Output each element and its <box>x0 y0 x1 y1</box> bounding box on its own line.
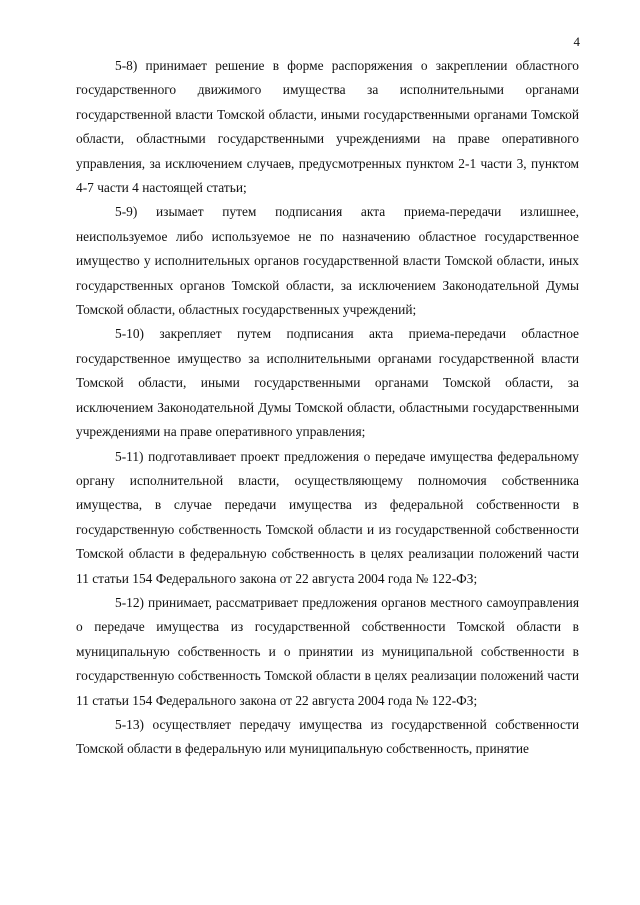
paragraph-5-9: 5-9) изымает путем подписания акта приема-передачи излишнее, неиспользуемое либо используемое не по назначению областное государственное имущество у исполнительных органов государственной власти Томской области, иных государственных органов Томской области, за исключением Законодательной Думы Томской области, областных государственных учреждений; <box>76 204 579 318</box>
document-body <box>76 54 579 762</box>
page-number: 4 <box>573 34 580 49</box>
paragraph-5-12: 5-12) принимает, рассматривает предложения органов местного самоуправления о передаче имущества из государственной собственности Томской области в муниципальную собственность и о принятии из муниципальной собственности в государственную собственность Томской области в целях реализации положений части 11 статьи 154 Федерального закона от 22 августа 2004 года № 122-ФЗ; <box>76 594 579 708</box>
paragraph-5-10: 5-10) закрепляет путем подписания акта приема-передачи областное государственное имущество за исполнительными органами государственной власти Томской области, иными государственными органами Томской области, за исключением Законодательной Думы Томской области, областными государственными учреждениями на праве оперативного управления; <box>76 326 579 440</box>
paragraph-5-13: 5-13) осуществляет передачу имущества из государственной собственности Томской области в федеральную или муниципальную собственность, принятие <box>76 716 579 757</box>
paragraph-5-11: 5-11) подготавливает проект предложения о передаче имущества федеральному органу исполнительной власти, осуществляющему полномочия собственника имущества, в случае передачи имущества из федеральной собственности в государственную собственность Томской области и из государственной собственности Томской области в федеральную собственность в целях реализации положений части 11 статьи 154 Федерального закона от 22 августа 2004 года № 122-ФЗ; <box>76 448 579 586</box>
paragraph-5-8: 5-8) принимает решение в форме распоряжения о закреплении областного государственного движимого имущества за исполнительными органами государственной власти Томской области, иными государственными органами Томской области, областными государственными учреждениями на праве оперативного управления, за исключением случаев, предусмотренных пунктом 2-1 части 3, пунктом 4-7 части 4 настоящей статьи; <box>76 58 579 196</box>
